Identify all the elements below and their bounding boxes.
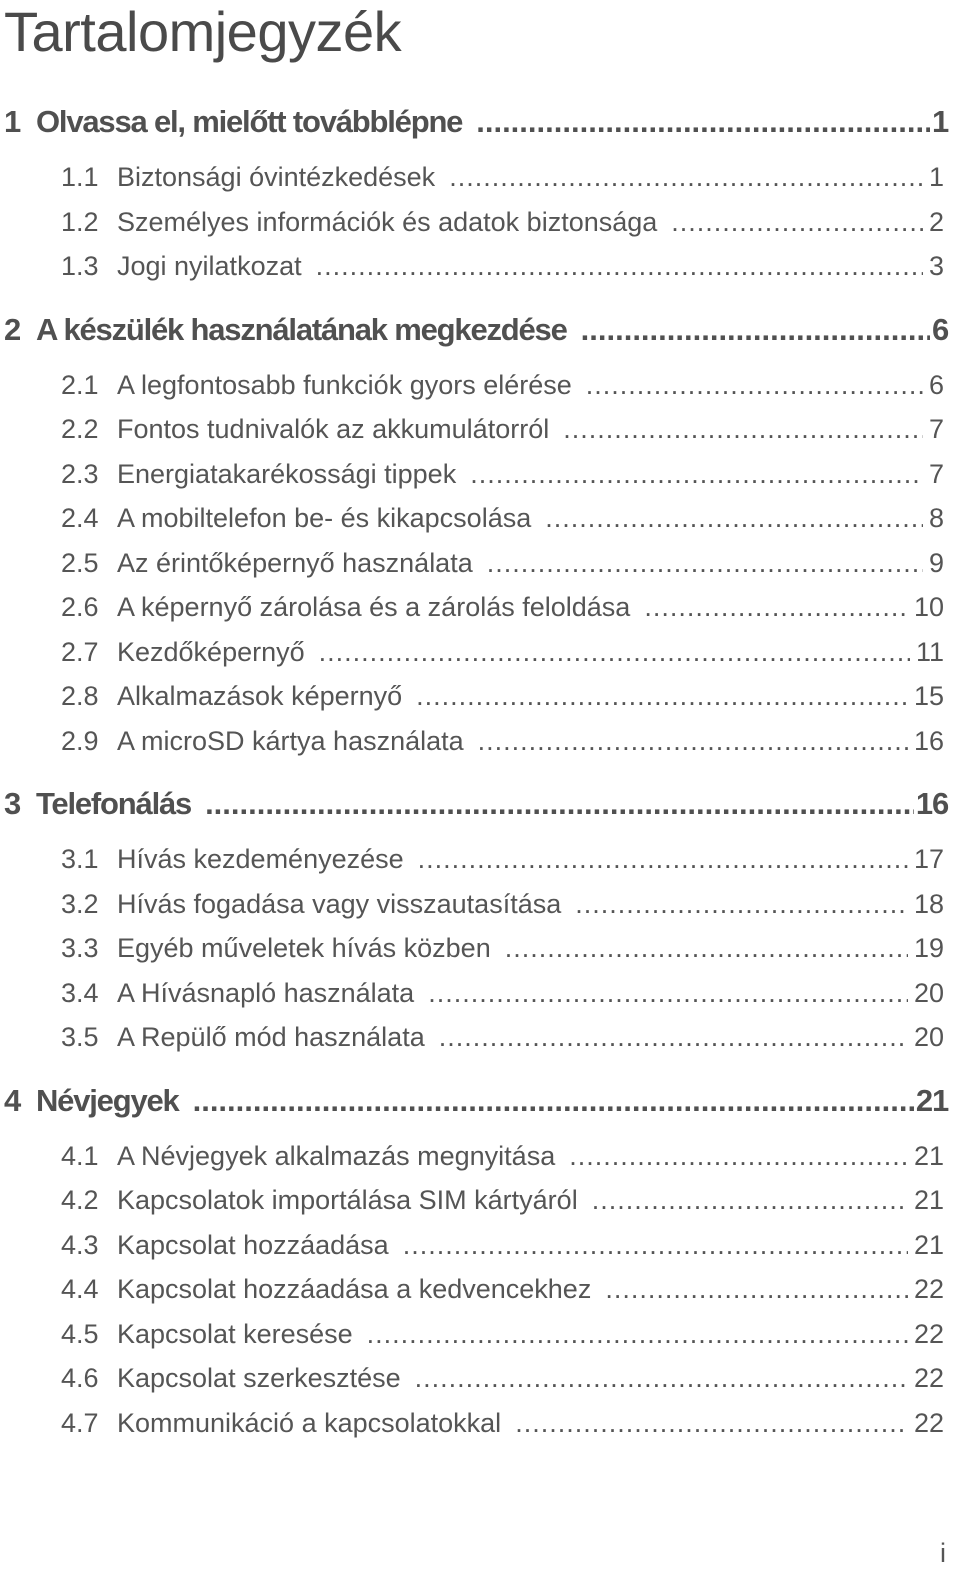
section-number: 2.9 <box>61 725 99 756</box>
toc-section-entry[interactable] <box>0 548 960 593</box>
section-page-number: 11 <box>915 636 944 667</box>
dot-leader <box>586 370 923 401</box>
toc-section-entry[interactable] <box>0 251 960 296</box>
dot-leader <box>515 1408 908 1439</box>
dot-leader <box>563 414 923 445</box>
toc-section-entry[interactable] <box>0 889 960 934</box>
section-title: A Hívásnapló használata <box>117 977 415 1008</box>
section-title: Kapcsolat szerkesztése <box>117 1363 401 1393</box>
dot-leader <box>470 459 923 490</box>
section-title: A legfontosabb funkciók gyors elérése <box>117 369 572 400</box>
section-page-number: 20 <box>913 1022 944 1052</box>
toc-section-entry[interactable] <box>0 592 960 637</box>
section-number: 1.3 <box>61 251 99 281</box>
dot-leader <box>476 104 930 140</box>
chapter-title: A készülék használatának megkezdése <box>36 311 567 347</box>
section-number: 2.4 <box>61 503 99 533</box>
section-title: A képernyő zárolása és a zárolás feloldása <box>117 592 631 622</box>
chapter-page-number: 21 <box>915 1082 948 1118</box>
footer-page-number: i <box>940 1538 946 1568</box>
section-title: A mobiltelefon be- és kikapcsolása <box>117 503 532 533</box>
dot-leader <box>193 1083 914 1119</box>
section-number: 3.2 <box>61 888 99 919</box>
section-number: 2.8 <box>61 681 99 711</box>
toc-section-entry[interactable] <box>0 637 960 682</box>
section-page-number: 21 <box>913 1229 944 1260</box>
section-title: Kapcsolat hozzáadása <box>117 1229 389 1260</box>
section-page-number: 3 <box>928 251 944 281</box>
dot-leader <box>403 1230 908 1261</box>
section-page-number: 20 <box>913 977 944 1008</box>
toc-section-entry[interactable] <box>0 1274 960 1319</box>
dot-leader <box>581 312 930 348</box>
section-list <box>0 844 960 1067</box>
section-title: Biztonsági óvintézkedések <box>117 162 436 192</box>
section-number: 3.3 <box>61 933 99 963</box>
section-title: Egyéb műveletek hívás közben <box>117 933 491 963</box>
section-page-number: 22 <box>913 1274 944 1304</box>
toc-section-entry[interactable] <box>0 207 960 252</box>
chapter-number: 3 <box>4 786 21 821</box>
toc-section-entry[interactable] <box>0 1141 960 1186</box>
toc-chapter-4 <box>0 1083 960 1453</box>
section-number: 3.4 <box>61 977 99 1008</box>
section-page-number: 2 <box>928 206 944 237</box>
chapter-page-number: 16 <box>915 786 948 821</box>
toc-section-entry[interactable] <box>0 1408 960 1453</box>
dot-leader <box>418 844 908 875</box>
chapter-title: Olvassa el, mielőtt továbblépne <box>36 104 463 139</box>
section-page-number: 10 <box>913 592 944 622</box>
chapter-number: 1 <box>4 104 21 139</box>
toc-section-entry[interactable] <box>0 726 960 771</box>
section-title: Kezdőképernyő <box>117 636 305 667</box>
section-title: Energiatakarékossági tippek <box>117 458 457 489</box>
section-page-number: 22 <box>913 1318 944 1349</box>
dot-leader <box>415 1363 908 1394</box>
chapter-number: 4 <box>4 1082 21 1118</box>
section-number: 3.5 <box>61 1022 99 1052</box>
toc-section-entry[interactable] <box>0 503 960 548</box>
section-number: 2.5 <box>61 547 99 578</box>
section-title: A Névjegyek alkalmazás megnyitása <box>117 1140 556 1171</box>
section-title: Személyes információk és adatok biztonsága <box>117 206 658 237</box>
toc-chapter-3 <box>0 786 960 1067</box>
section-list <box>0 370 960 771</box>
section-page-number: 17 <box>913 844 944 874</box>
dot-leader <box>449 162 923 193</box>
toc-chapter-entry[interactable] <box>0 1083 960 1135</box>
toc-section-entry[interactable] <box>0 1319 960 1364</box>
section-page-number: 9 <box>928 547 944 578</box>
toc-chapter-entry[interactable] <box>0 104 960 156</box>
page-title: Tartalomjegyzék <box>4 0 402 63</box>
section-page-number: 1 <box>928 162 944 192</box>
dot-leader <box>592 1185 908 1216</box>
section-title: Az érintőképernyő használata <box>117 547 473 578</box>
chapter-page-number: 6 <box>931 311 948 347</box>
section-number: 2.7 <box>61 636 99 667</box>
section-number: 4.1 <box>61 1140 99 1171</box>
section-title: Kapcsolatok importálása SIM kártyáról <box>117 1185 578 1215</box>
toc-section-entry[interactable] <box>0 162 960 207</box>
dot-leader <box>319 637 910 668</box>
section-number: 4.5 <box>61 1318 99 1349</box>
section-title: A Repülő mód használata <box>117 1022 425 1052</box>
section-title: A microSD kártya használata <box>117 725 464 756</box>
section-number: 2.6 <box>61 592 99 622</box>
dot-leader <box>205 786 914 822</box>
section-title: Hívás fogadása vagy visszautasítása <box>117 888 562 919</box>
toc-chapter-1 <box>0 104 960 296</box>
section-page-number: 19 <box>913 933 944 963</box>
section-page-number: 22 <box>913 1407 944 1438</box>
toc-section-entry[interactable] <box>0 844 960 889</box>
dot-leader <box>428 978 908 1009</box>
dot-leader <box>605 1274 908 1305</box>
section-page-number: 16 <box>913 725 944 756</box>
section-title: Jogi nyilatkozat <box>117 251 302 281</box>
section-number: 4.3 <box>61 1229 99 1260</box>
toc-section-entry[interactable] <box>0 370 960 415</box>
toc-section-entry[interactable] <box>0 1363 960 1408</box>
section-number: 1.1 <box>61 162 99 192</box>
section-page-number: 21 <box>913 1140 944 1171</box>
section-number: 2.3 <box>61 458 99 489</box>
table-of-contents <box>0 104 960 1452</box>
toc-section-entry[interactable] <box>0 1185 960 1230</box>
dot-leader <box>671 207 923 238</box>
section-title: Kommunikáció a kapcsolatokkal <box>117 1407 502 1438</box>
section-number: 4.6 <box>61 1363 99 1393</box>
toc-section-entry[interactable] <box>0 681 960 726</box>
toc-section-entry[interactable] <box>0 933 960 978</box>
section-title: Alkalmazások képernyő <box>117 681 403 711</box>
toc-section-entry[interactable] <box>0 1022 960 1067</box>
section-title: Kapcsolat hozzáadása a kedvencekhez <box>117 1274 592 1304</box>
section-number: 1.2 <box>61 206 99 237</box>
section-page-number: 6 <box>928 369 944 400</box>
section-page-number: 21 <box>913 1185 944 1215</box>
dot-leader <box>545 503 923 534</box>
section-page-number: 18 <box>913 888 944 919</box>
dot-leader <box>439 1022 908 1053</box>
section-title: Hívás kezdeményezése <box>117 844 404 874</box>
section-number: 2.1 <box>61 369 99 400</box>
section-title: Fontos tudnivalók az akkumulátorról <box>117 414 550 444</box>
dot-leader <box>569 1141 908 1172</box>
dot-leader <box>416 681 908 712</box>
toc-chapter-entry[interactable] <box>0 786 960 838</box>
section-list <box>0 162 960 296</box>
section-list <box>0 1141 960 1453</box>
dot-leader <box>575 889 908 920</box>
section-number: 4.4 <box>61 1274 99 1304</box>
toc-section-entry[interactable] <box>0 459 960 504</box>
toc-chapter-2 <box>0 312 960 771</box>
section-number: 4.7 <box>61 1407 99 1438</box>
section-page-number: 8 <box>928 503 944 533</box>
section-page-number: 7 <box>928 458 944 489</box>
chapter-number: 2 <box>4 311 21 347</box>
dot-leader <box>505 933 908 964</box>
dot-leader <box>478 726 908 757</box>
toc-chapter-entry[interactable] <box>0 312 960 364</box>
section-number: 4.2 <box>61 1185 99 1215</box>
toc-section-entry[interactable] <box>0 978 960 1023</box>
toc-section-entry[interactable] <box>0 414 960 459</box>
chapter-title: Névjegyek <box>36 1082 179 1118</box>
section-title: Kapcsolat keresése <box>117 1318 353 1349</box>
section-number: 3.1 <box>61 844 99 874</box>
section-page-number: 22 <box>913 1363 944 1393</box>
section-page-number: 7 <box>928 414 944 444</box>
dot-leader <box>644 592 908 623</box>
dot-leader <box>367 1319 908 1350</box>
section-number: 2.2 <box>61 414 99 444</box>
toc-section-entry[interactable] <box>0 1230 960 1275</box>
chapter-title: Telefonálás <box>36 786 192 821</box>
dot-leader <box>487 548 923 579</box>
section-page-number: 15 <box>913 681 944 711</box>
chapter-page-number: 1 <box>931 104 948 139</box>
dot-leader <box>316 251 923 282</box>
